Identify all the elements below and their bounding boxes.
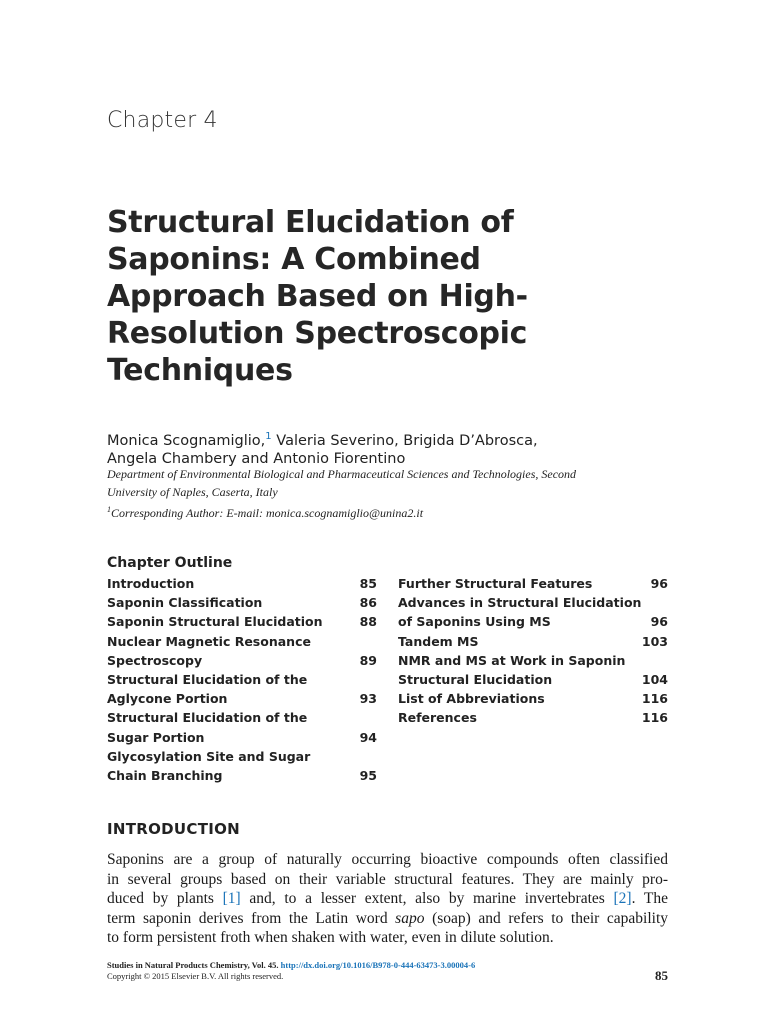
outline-entry[interactable] [107,574,377,593]
outline-entry-page: 116 [641,691,668,707]
title-line: Saponins: A Combined [107,242,481,277]
outline-entry-label: Further Structural Features [398,576,593,591]
outline-entry-label: References [398,710,477,726]
outline-entry [107,708,377,727]
outline-entry[interactable] [107,728,377,747]
outline-entry[interactable] [107,612,377,631]
outline-entry-page [351,747,377,766]
outline-entry-page: 96 [650,614,668,630]
author-text: Angela Chambery and Antonio Fiorentino [107,450,406,467]
outline-entry-page: 104 [641,671,668,687]
outline-entry-page [351,670,377,689]
author-list [107,428,667,468]
outline-entry-label: Nuclear Magnetic Resonance [107,633,311,649]
outline-left-column [107,574,377,785]
outline-entry-label: Saponin Structural Elucidation [107,614,323,630]
outline-entry-label: List of Abbreviations [398,691,545,707]
affiliation [107,465,677,522]
outline-entry-page: 116 [641,710,668,726]
corresponding-author [107,501,677,522]
body-paragraph [107,850,668,948]
corr-marker: 1 [107,505,111,514]
chapter-label: Chapter 4 [107,108,218,133]
outline-entry-page [642,593,668,612]
outline-entry-page: 88 [359,614,377,630]
outline-entry-page: 95 [359,767,377,783]
outline-entry-label: Structural Elucidation of the [107,710,308,726]
outline-entry[interactable] [398,708,668,727]
title-line: Approach Based on High- [107,279,528,314]
citation-link[interactable]: [1] [222,890,241,907]
section-heading: INTRODUCTION [107,820,241,838]
page-number: 85 [655,968,668,983]
outline-entry-label: Structural Elucidation of the [107,671,308,687]
outline-entry [107,670,377,689]
body-line: duced by plants [1] and, to a lesser extent, also by marine invertebrates [2]. The [107,890,668,907]
outline-entry-label: Sugar Portion [107,729,205,745]
outline-entry-label: Spectroscopy [107,652,203,668]
outline-entry-label: Advances in Structural Elucidation [398,595,642,611]
body-line: in several groups based on their variable structural features. They are mainly pro- [107,870,668,888]
outline-entry-page [642,651,668,670]
outline-entry-page: 93 [359,691,377,707]
author-text: Valeria Severino, Brigida D’Abrosca, [271,432,538,449]
outline-entry[interactable] [398,632,668,651]
outline-entry[interactable] [398,689,668,708]
outline-entry-label: NMR and MS at Work in Saponin [398,652,626,668]
outline-entry-label: of Saponins Using MS [398,614,551,630]
journal-info: Studies in Natural Products Chemistry, Vol. 45. [107,960,281,970]
outline-entry-page [351,632,377,651]
outline-entry[interactable] [398,574,668,593]
outline-entry-page: 94 [359,729,377,745]
outline-right-column [398,574,668,728]
outline-entry[interactable] [107,651,377,670]
page-footer [107,960,668,982]
body-line: to form persistent froth when shaken with water, even in dilute solution. [107,929,554,946]
chapter-title [107,204,667,389]
title-line: Resolution Spectroscopic [107,316,528,351]
outline-entry-label: Glycosylation Site and Sugar [107,748,311,764]
outline-entry-page: 96 [650,576,668,591]
outline-entry-page: 86 [359,595,377,611]
copyright: Copyright © 2015 Elsevier B.V. All rights reserved. [107,971,284,981]
author-text: Monica Scognamiglio, [107,432,266,449]
affiliation-line: Department of Environmental Biological and Pharmaceutical Sciences and Technologies, Second [107,467,577,481]
outline-entry [107,632,377,651]
affiliation-line: University of Naples, Caserta, Italy [107,485,278,499]
outline-entry[interactable] [107,593,377,612]
outline-entry-page: 89 [359,652,377,668]
outline-entry-label: Saponin Classification [107,595,263,611]
outline-entry-page: 103 [641,633,668,649]
outline-entry-label: Chain Branching [107,767,223,783]
outline-entry [107,747,377,766]
author-footnote-marker[interactable]: 1 [265,431,272,442]
outline-title: Chapter Outline [107,555,233,571]
outline-entry[interactable] [107,766,377,785]
outline-entry[interactable] [107,689,377,708]
outline-entry-label: Introduction [107,576,195,591]
outline-entry-label: Tandem MS [398,633,479,649]
latin-term: sapo [395,909,425,927]
outline-entry [398,651,668,670]
title-line: Structural Elucidation of [107,205,514,240]
outline-entry[interactable] [398,612,668,631]
outline-entry [398,593,668,612]
outline-entry-label: Structural Elucidation [398,671,553,687]
outline-entry[interactable] [398,670,668,689]
outline-entry-label: Aglycone Portion [107,691,228,707]
outline-entry-page: 85 [359,576,377,591]
title-line: Techniques [107,353,293,388]
citation-link[interactable]: [2] [613,890,632,907]
corr-text: Corresponding Author: E-mail: monica.scognamiglio@unina2.it [111,506,424,520]
body-line: term saponin derives from the Latin word sapo (soap) and refers to their capability [107,909,668,927]
outline-entry-page [351,708,377,727]
doi-link[interactable]: http://dx.doi.org/10.1016/B978-0-444-63473-3.00004-6 [280,960,476,970]
body-line: Saponins are a group of naturally occurring bioactive compounds often classified [107,851,668,868]
